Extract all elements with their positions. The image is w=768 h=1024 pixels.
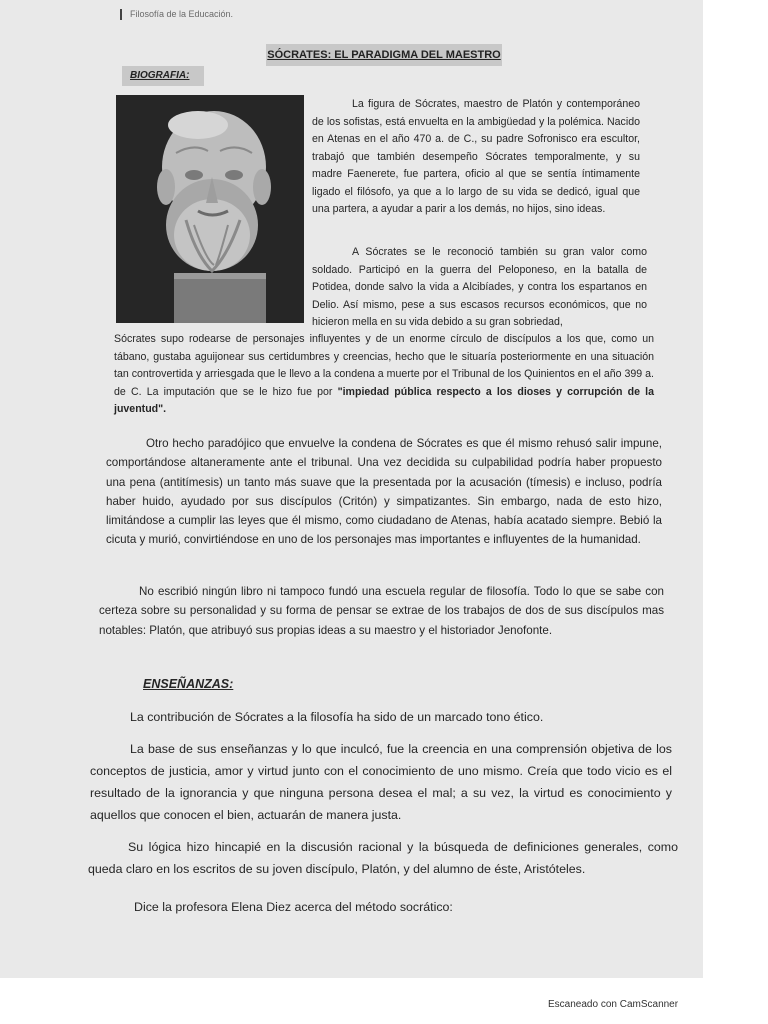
accusation-quote: "impiedad pública respecto a los dioses y corrupción de la juventud".	[114, 385, 654, 415]
socrates-bust-image	[116, 95, 304, 323]
paragraph-1: La figura de Sócrates, maestro de Platón y contemporáneo de los sofistas, está envuelta en la ambigüedad y la polémica. Nacido en Atenas en el año 470 a. de C., su padre Sofronisco era escultor, trabajó que también desempeño Sócrates temporalmente, y su madre Faenerete, fue partera, oficio al que se sentía íntimamente ligado el filósofo, ya que a lo largo de su vida se dedicó, igual que una partera, a ayudar a parir a los demás, no hijos, sino ideas.	[312, 98, 640, 215]
socrates-bust-icon	[116, 95, 304, 323]
paragraph-6: La base de sus enseñanzas y lo que inculcó, fue la creencia en una comprensión objetiva de los conceptos de justicia, amor y virtud junto con el conocimiento de uno mismo. Creía que todo vicio es el resultado de la ignorancia y que ninguna persona desea el mal; a su vez, la virtud es conocimiento y aquellos que conocen el bien, actuarán de manera justa.	[90, 742, 672, 822]
paragraph-3: Otro hecho paradójico que envuelve la condena de Sócrates es que él mismo rehusó salir impune, comportándose altaneramente ante el tribunal. Una vez decidida su culpabilidad podría haber propuesto una pena (antitímesis) un tanto más suave que la presentada por la acusación (tímesis) e incluso, podría haber huido, ayudado por sus discípulos (Critón) y simpatizantes. Sin embargo, nada de esto hizo, limitándose a cumplir las leyes que él mismo, como ciudadano de Atenas, había acatado siempre. Bebió la cicuta y murió, convirtiéndose en uno de los personajes mas importantes e influyentes de la humanidad.	[106, 437, 662, 547]
paragraph-7: Su lógica hizo hincapié en la discusión racional y la búsqueda de definiciones generales, como queda claro en los escritos de su joven discípulo, Platón, y del alumno de éste, Aristóteles.	[88, 840, 678, 876]
paragraph-5: La contribución de Sócrates a la filosofía ha sido de un marcado tono ético.	[130, 710, 544, 724]
page-header: Filosofía de la Educación.	[120, 9, 233, 20]
paragraph-8: Dice la profesora Elena Diez acerca del método socrático:	[134, 900, 453, 914]
paragraph-2-text: Sócrates supo rodearse de personajes influyentes y de un enorme círculo de discípulos a los que, como un tábano, gustaba aguijonear sus certidumbres y creencias, hecho que le situaría posteriormente en una situación tan controvertida y arriesgada que le llevo a la condena a muerte por el Tribunal de los Quinientos en el año 399 a. de C. La imputación que se le hizo fue por	[114, 333, 654, 398]
teachings-label: ENSEÑANZAS:	[143, 677, 234, 691]
page-title: SÓCRATES: EL PARADIGMA DEL MAESTRO	[266, 44, 502, 66]
paragraph-2-top: A Sócrates se le reconoció también su gran valor como soldado. Participó en la guerra del Peloponeso, en la batalla de Potidea, donde salvo la vida a Alcibíades, y contra los espartanos en Delio. Así mismo, pese a sus escasos recursos económicos, que no hicieron mella en su vida debido a su gran sobriedad,	[312, 246, 647, 328]
biography-label: BIOGRAFIA:	[122, 66, 204, 86]
scanner-watermark: Escaneado con CamScanner	[548, 999, 679, 1010]
paragraph-2-bottom	[114, 331, 654, 419]
paragraph-4: No escribió ningún libro ni tampoco fundó una escuela regular de filosofía. Todo lo que se sabe con certeza sobre su personalidad y su forma de pensar se extrae de los trabajos de dos de sus discípulos mas notables: Platón, que atribuyó sus propias ideas a su maestro y el historiador Jenofonte.	[99, 585, 664, 637]
